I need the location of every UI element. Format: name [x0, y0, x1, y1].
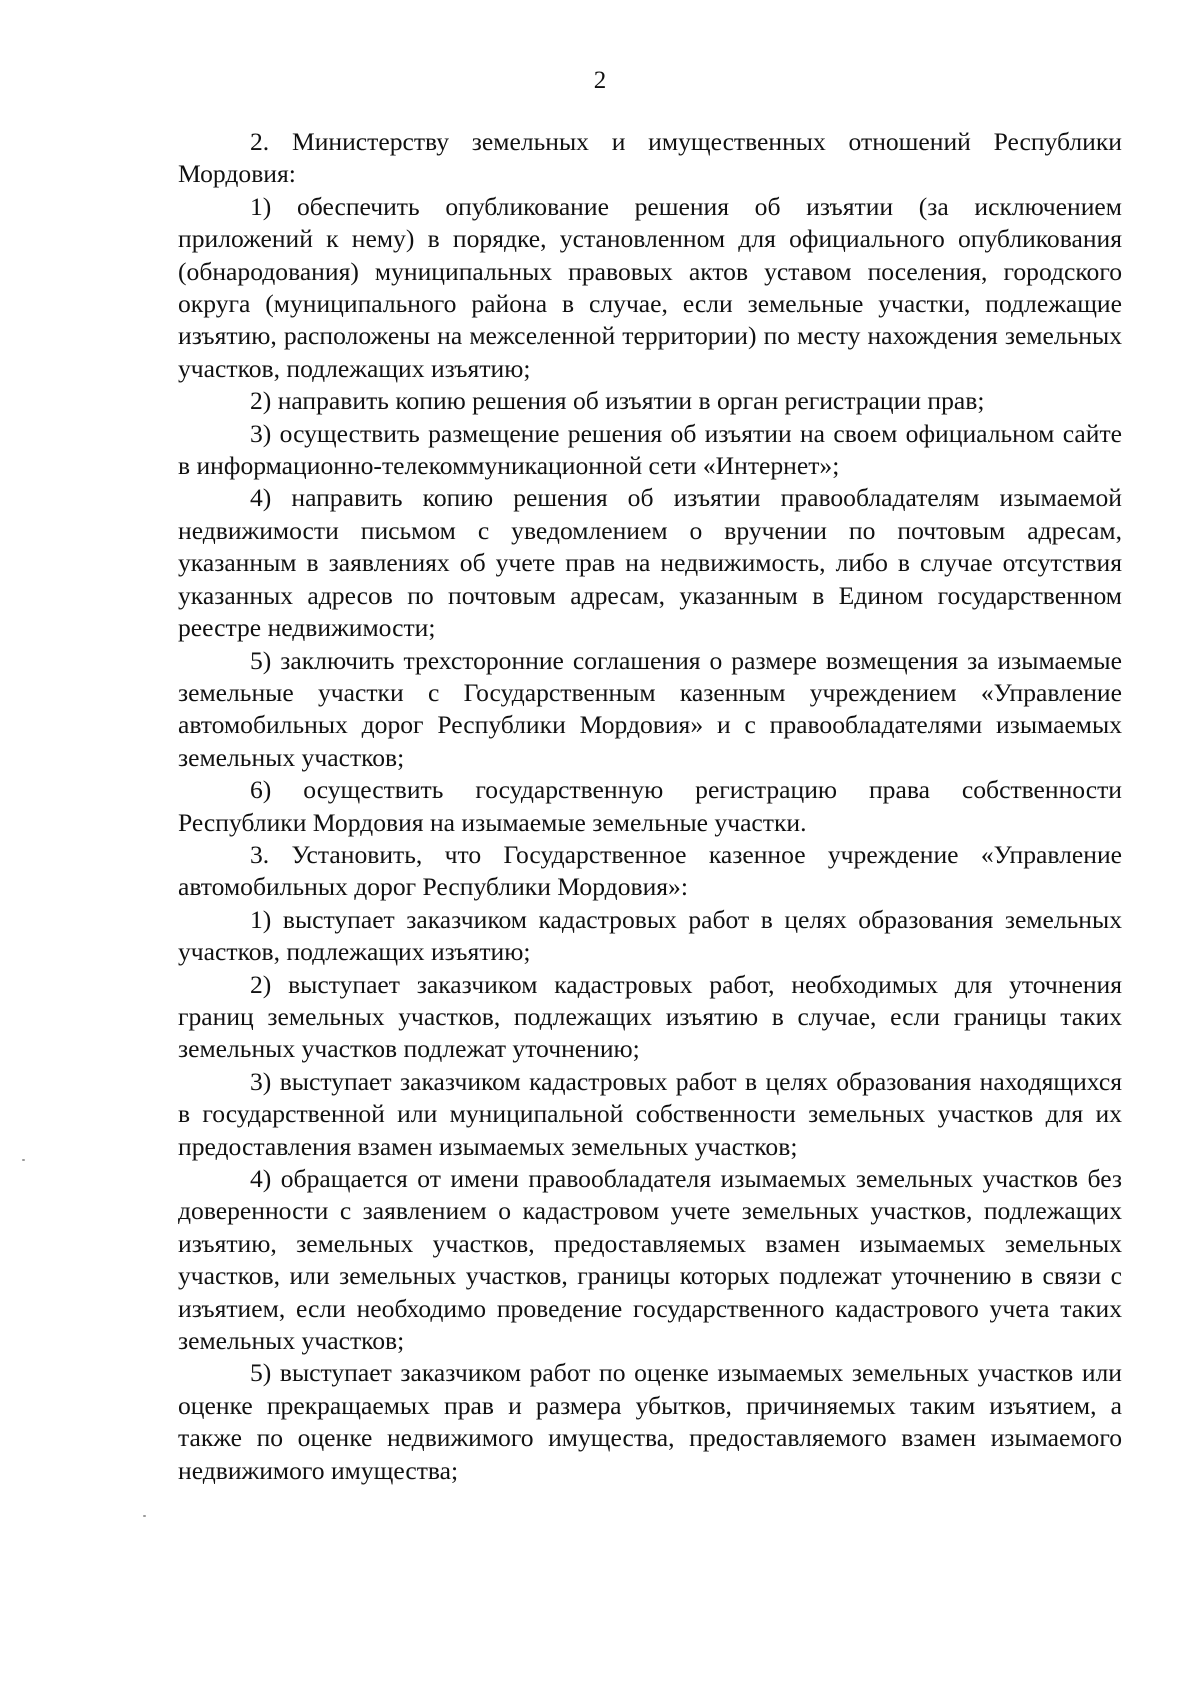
paragraph-subitem-3-4: 4) обращается от имени правообладателя изымаемых земельных участков без доверенности с заявлением о кадастровом учете земельных участков, подлежащих изъятию, земельных участков, предоставляемых взамен изымаемых земельных участков, или земельных участков, границы которых подлежат уточнению в связи с изъятием, если необходимо проведение государственного кадастрового учета таких земельных участков;: [178, 1164, 1122, 1356]
paragraph-subitem-2-4: 4) направить копию решения об изъятии правообладателям изымаемой недвижимости письмом с уведомлением о вручении по почтовым адресам, указанным в заявлениях об учете прав на недвижимость, либо в случае отсутствия указанных адресов по почтовым адресам, указанным в Едином государственном реестре недвижимости;: [178, 483, 1122, 643]
paragraph-subitem-2-3: 3) осуществить размещение решения об изъятии на своем официальном сайте в информационно-телекоммуникационной сети «Интернет»;: [178, 418, 1122, 481]
scan-artifact-dot: [143, 1515, 146, 1517]
paragraph-subitem-2-5: 5) заключить трехсторонние соглашения о размере возмещения за изымаемые земельные участки с Государственным казенным учреждением «Управление автомобильных дорог Республики Мордовия» и с правообладателями изымаемых земельных участков;: [178, 645, 1122, 772]
paragraph-subitem-3-1: 1) выступает заказчиком кадастровых работ в целях образования земельных участков, подлежащих изъятию;: [178, 904, 1122, 967]
paragraph-subitem-2-2: 2) направить копию решения об изъятии в орган регистрации прав;: [250, 386, 985, 416]
paragraph-subitem-2-6: 6) осуществить государственную регистрацию права собственности Республики Мордовия на изымаемые земельные участки.: [178, 775, 1122, 837]
paragraph-subitem-2-1: 1) обеспечить опубликование решения об изъятии (за исключением приложений к нему) в порядке, установленном для официального опубликования (обнародования) муниципальных правовых актов уставом поселения, городского округа (муниципального района в случае, если земельные участки, подлежащие изъятию, расположены на межселенной территории) по месту нахождения земельных участков, подлежащих изъятию;: [178, 191, 1122, 383]
paragraph-subitem-3-5: 5) выступает заказчиком работ по оценке изымаемых земельных участков или оценке прекращаемых прав и размера убытков, причиняемых таким изъятием, а также по оценке недвижимого имущества, предоставляемого взамен изымаемого недвижимого имущества;: [178, 1358, 1122, 1485]
scan-artifact-dot: [22, 1159, 25, 1161]
paragraph-item-2: 2. Министерству земельных и имущественных отношений Республики Мордовия:: [178, 127, 1122, 189]
paragraph-subitem-3-3: 3) выступает заказчиком кадастровых работ в целях образования находящихся в государственной или муниципальной собственности земельных участков для их предоставления взамен изымаемых земельных участков;: [178, 1066, 1122, 1161]
document-body: [178, 126, 1122, 1487]
page-number: 2: [593, 67, 607, 94]
paragraph-subitem-3-2: 2) выступает заказчиком кадастровых работ, необходимых для уточнения границ земельных участков, подлежащих изъятию в случае, если границы таких земельных участков подлежат уточнению;: [178, 969, 1122, 1064]
paragraph-item-3: 3. Установить, что Государственное казенное учреждение «Управление автомобильных дорог Республики Мордовия»:: [178, 839, 1122, 902]
